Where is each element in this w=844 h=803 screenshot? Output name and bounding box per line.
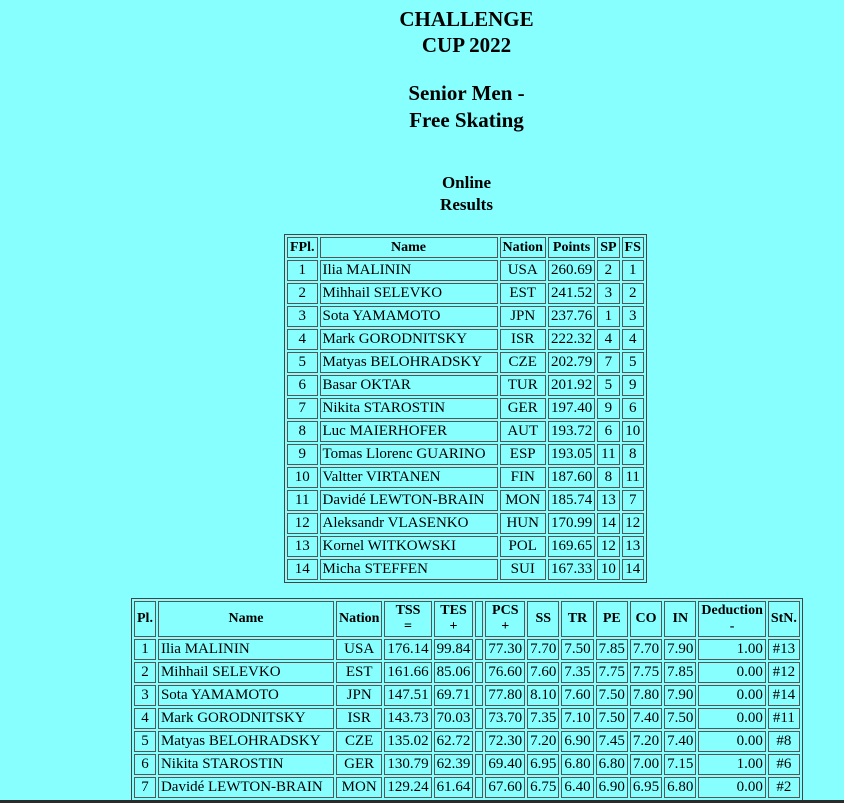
event-title-line2: CUP 2022 <box>421 33 512 57</box>
pe-cell: 7.85 <box>596 639 628 660</box>
table-row <box>134 777 800 798</box>
nation-cell: JPN <box>500 306 546 327</box>
fpl-cell: 7 <box>287 398 318 419</box>
points-cell: 170.99 <box>548 513 595 534</box>
col-header-name: Name <box>320 237 498 258</box>
pcs-cell: 77.30 <box>485 639 525 660</box>
table-row <box>287 490 644 511</box>
skater-name-cell: Nikita STAROSTIN <box>158 754 334 775</box>
tes-operator: + <box>449 619 458 634</box>
fs-cell: 6 <box>622 398 644 419</box>
fpl-cell: 13 <box>287 536 318 557</box>
fpl-cell: 14 <box>287 559 318 580</box>
pe-cell: 6.90 <box>596 777 628 798</box>
place-cell: 4 <box>134 708 156 729</box>
pcs-cell: 73.70 <box>485 708 525 729</box>
tss-cell: 130.79 <box>384 754 431 775</box>
table-row <box>134 685 800 706</box>
skater-name-cell: Sota YAMAMOTO <box>158 685 334 706</box>
sp-cell: 12 <box>597 536 619 557</box>
details-header-row <box>134 601 800 637</box>
pcs-cell: 67.60 <box>485 777 525 798</box>
co-cell: 7.80 <box>630 685 662 706</box>
fpl-cell: 11 <box>287 490 318 511</box>
tss-operator: = <box>404 619 413 634</box>
tss-cell: 176.14 <box>384 639 431 660</box>
tss-cell: 147.51 <box>384 685 431 706</box>
tss-cell: 129.24 <box>384 777 431 798</box>
skater-name-cell: Basar OKTAR <box>320 375 498 396</box>
ss-cell: 6.75 <box>527 777 559 798</box>
table-row <box>287 536 644 557</box>
fpl-cell: 4 <box>287 329 318 350</box>
col-header-tss <box>384 601 431 637</box>
co-cell: 7.75 <box>630 662 662 683</box>
col-header-tr: TR <box>561 601 593 637</box>
fs-cell: 10 <box>622 421 644 442</box>
sp-cell: 1 <box>597 306 619 327</box>
co-cell: 7.20 <box>630 731 662 752</box>
nation-cell: MON <box>336 777 382 798</box>
nation-cell: TUR <box>500 375 546 396</box>
spacer-cell <box>475 708 483 729</box>
deduction-cell: 1.00 <box>698 639 765 660</box>
col-header-pe: PE <box>596 601 628 637</box>
col-header-name: Name <box>158 601 334 637</box>
pe-cell: 7.75 <box>596 662 628 683</box>
tss-cell: 161.66 <box>384 662 431 683</box>
points-cell: 260.69 <box>548 260 595 281</box>
tes-cell: 85.06 <box>434 662 474 683</box>
in-cell: 6.80 <box>664 777 696 798</box>
fpl-cell: 6 <box>287 375 318 396</box>
co-cell: 7.40 <box>630 708 662 729</box>
pcs-cell: 72.30 <box>485 731 525 752</box>
section-title-line2: Results <box>440 195 493 214</box>
col-header-spacer <box>475 601 483 637</box>
sp-cell: 5 <box>597 375 619 396</box>
skater-name-cell: Davidé LEWTON-BRAIN <box>158 777 334 798</box>
event-title-line1: CHALLENGE <box>399 7 534 31</box>
section-title-line1: Online <box>441 173 492 192</box>
table-row <box>134 662 800 683</box>
table-row <box>287 375 644 396</box>
table-row <box>134 639 800 660</box>
deduction-cell: 0.00 <box>698 662 765 683</box>
start-number-cell: #12 <box>768 662 800 683</box>
ss-cell: 6.95 <box>527 754 559 775</box>
fs-cell: 5 <box>622 352 644 373</box>
nation-cell: GER <box>336 754 382 775</box>
table-row <box>287 467 644 488</box>
sp-cell: 6 <box>597 421 619 442</box>
table-row <box>287 352 644 373</box>
points-cell: 197.40 <box>548 398 595 419</box>
ss-cell: 7.60 <box>527 662 559 683</box>
fs-cell: 14 <box>622 559 644 580</box>
nation-cell: AUT <box>500 421 546 442</box>
fs-cell: 13 <box>622 536 644 557</box>
col-header-sp: SP <box>597 237 619 258</box>
pcs-cell: 77.80 <box>485 685 525 706</box>
fpl-cell: 5 <box>287 352 318 373</box>
points-cell: 202.79 <box>548 352 595 373</box>
fs-cell: 1 <box>622 260 644 281</box>
nation-cell: ISR <box>500 329 546 350</box>
nation-cell: ISR <box>336 708 382 729</box>
skater-name-cell: Kornel WITKOWSKI <box>320 536 498 557</box>
table-row <box>287 513 644 534</box>
fs-cell: 7 <box>622 490 644 511</box>
tr-cell: 6.40 <box>561 777 593 798</box>
free-skating-details-table <box>131 598 803 801</box>
nation-cell: EST <box>500 283 546 304</box>
deduction-cell: 0.00 <box>698 777 765 798</box>
col-header-deduction <box>698 601 765 637</box>
co-cell: 7.00 <box>630 754 662 775</box>
fpl-cell: 9 <box>287 444 318 465</box>
fs-cell: 3 <box>622 306 644 327</box>
points-cell: 167.33 <box>548 559 595 580</box>
ss-cell: 8.10 <box>527 685 559 706</box>
place-cell: 2 <box>134 662 156 683</box>
deduction-cell: 0.00 <box>698 685 765 706</box>
skater-name-cell: Matyas BELOHRADSKY <box>320 352 498 373</box>
nation-cell: HUN <box>500 513 546 534</box>
skater-name-cell: Aleksandr VLASENKO <box>320 513 498 534</box>
place-cell: 1 <box>134 639 156 660</box>
tr-cell: 6.90 <box>561 731 593 752</box>
deduction-operator: - <box>729 619 735 634</box>
tss-cell: 135.02 <box>384 731 431 752</box>
tss-cell: 143.73 <box>384 708 431 729</box>
pcs-operator: + <box>501 619 510 634</box>
co-cell: 6.95 <box>630 777 662 798</box>
tss-label: TSS <box>395 603 421 618</box>
col-header-points: Points <box>548 237 595 258</box>
fs-cell: 11 <box>622 467 644 488</box>
skater-name-cell: Nikita STAROSTIN <box>320 398 498 419</box>
spacer-cell <box>475 754 483 775</box>
final-standings-header-row <box>287 237 644 258</box>
pcs-cell: 76.60 <box>485 662 525 683</box>
skater-name-cell: Ilia MALININ <box>158 639 334 660</box>
nation-cell: EST <box>336 662 382 683</box>
place-cell: 7 <box>134 777 156 798</box>
skater-name-cell: Mark GORODNITSKY <box>158 708 334 729</box>
in-cell: 7.90 <box>664 685 696 706</box>
tr-cell: 7.35 <box>561 662 593 683</box>
points-cell: 222.32 <box>548 329 595 350</box>
skater-name-cell: Mark GORODNITSKY <box>320 329 498 350</box>
start-number-cell: #2 <box>768 777 800 798</box>
start-number-cell: #8 <box>768 731 800 752</box>
category-title <box>0 80 844 134</box>
place-cell: 5 <box>134 731 156 752</box>
in-cell: 7.50 <box>664 708 696 729</box>
nation-cell: ESP <box>500 444 546 465</box>
spacer-cell <box>475 731 483 752</box>
pe-cell: 6.80 <box>596 754 628 775</box>
table-row <box>287 444 644 465</box>
table-row <box>134 708 800 729</box>
nation-cell: SUI <box>500 559 546 580</box>
pcs-cell: 69.40 <box>485 754 525 775</box>
tr-cell: 7.60 <box>561 685 593 706</box>
nation-cell: FIN <box>500 467 546 488</box>
points-cell: 193.72 <box>548 421 595 442</box>
deduction-cell: 0.00 <box>698 708 765 729</box>
nation-cell: MON <box>500 490 546 511</box>
section-title <box>0 172 844 216</box>
deduction-cell: 1.00 <box>698 754 765 775</box>
nation-cell: USA <box>500 260 546 281</box>
col-header-fpl: FPl. <box>287 237 318 258</box>
in-cell: 7.85 <box>664 662 696 683</box>
pe-cell: 7.50 <box>596 685 628 706</box>
tes-cell: 62.39 <box>434 754 474 775</box>
table-row <box>287 260 644 281</box>
spacer-cell <box>475 777 483 798</box>
fs-cell: 2 <box>622 283 644 304</box>
tes-cell: 69.71 <box>434 685 474 706</box>
skater-name-cell: Davidé LEWTON-BRAIN <box>320 490 498 511</box>
skater-name-cell: Luc MAIERHOFER <box>320 421 498 442</box>
points-cell: 201.92 <box>548 375 595 396</box>
points-cell: 185.74 <box>548 490 595 511</box>
tes-cell: 61.64 <box>434 777 474 798</box>
skater-name-cell: Mihhail SELEVKO <box>158 662 334 683</box>
tr-cell: 7.50 <box>561 639 593 660</box>
col-header-in: IN <box>664 601 696 637</box>
sp-cell: 8 <box>597 467 619 488</box>
points-cell: 187.60 <box>548 467 595 488</box>
place-cell: 6 <box>134 754 156 775</box>
sp-cell: 2 <box>597 260 619 281</box>
co-cell: 7.70 <box>630 639 662 660</box>
skater-name-cell: Valtter VIRTANEN <box>320 467 498 488</box>
col-header-pl: Pl. <box>134 601 156 637</box>
fs-cell: 12 <box>622 513 644 534</box>
points-cell: 237.76 <box>548 306 595 327</box>
in-cell: 7.15 <box>664 754 696 775</box>
tes-label: TES <box>440 603 467 618</box>
ss-cell: 7.35 <box>527 708 559 729</box>
table-row <box>134 731 800 752</box>
nation-cell: GER <box>500 398 546 419</box>
points-cell: 241.52 <box>548 283 595 304</box>
fpl-cell: 1 <box>287 260 318 281</box>
fpl-cell: 10 <box>287 467 318 488</box>
category-title-line2: Free Skating <box>409 108 524 132</box>
sp-cell: 4 <box>597 329 619 350</box>
col-header-nation: Nation <box>336 601 382 637</box>
skater-name-cell: Micha STEFFEN <box>320 559 498 580</box>
spacer-cell <box>475 685 483 706</box>
deduction-label: Deduction <box>701 603 763 618</box>
nation-cell: POL <box>500 536 546 557</box>
pe-cell: 7.45 <box>596 731 628 752</box>
fpl-cell: 8 <box>287 421 318 442</box>
fs-cell: 8 <box>622 444 644 465</box>
table-row <box>287 329 644 350</box>
fs-cell: 9 <box>622 375 644 396</box>
sp-cell: 9 <box>597 398 619 419</box>
event-title <box>0 6 844 58</box>
skater-name-cell: Tomas Llorenc GUARINO <box>320 444 498 465</box>
sp-cell: 13 <box>597 490 619 511</box>
start-number-cell: #13 <box>768 639 800 660</box>
start-number-cell: #6 <box>768 754 800 775</box>
tr-cell: 7.10 <box>561 708 593 729</box>
deduction-cell: 0.00 <box>698 731 765 752</box>
spacer-cell <box>475 639 483 660</box>
col-header-co: CO <box>630 601 662 637</box>
start-number-cell: #14 <box>768 685 800 706</box>
col-header-pcs <box>485 601 525 637</box>
skater-name-cell: Ilia MALININ <box>320 260 498 281</box>
table-row <box>287 283 644 304</box>
in-cell: 7.90 <box>664 639 696 660</box>
fpl-cell: 12 <box>287 513 318 534</box>
tes-cell: 99.84 <box>434 639 474 660</box>
nation-cell: CZE <box>500 352 546 373</box>
sp-cell: 10 <box>597 559 619 580</box>
pe-cell: 7.50 <box>596 708 628 729</box>
col-header-stn: StN. <box>768 601 800 637</box>
table-row <box>287 559 644 580</box>
nation-cell: USA <box>336 639 382 660</box>
skater-name-cell: Sota YAMAMOTO <box>320 306 498 327</box>
points-cell: 169.65 <box>548 536 595 557</box>
in-cell: 7.40 <box>664 731 696 752</box>
sp-cell: 14 <box>597 513 619 534</box>
fpl-cell: 3 <box>287 306 318 327</box>
final-standings-table <box>284 234 647 583</box>
sp-cell: 7 <box>597 352 619 373</box>
table-row <box>134 754 800 775</box>
col-header-fs: FS <box>622 237 644 258</box>
sp-cell: 3 <box>597 283 619 304</box>
nation-cell: CZE <box>336 731 382 752</box>
table-row <box>287 306 644 327</box>
points-cell: 193.05 <box>548 444 595 465</box>
nation-cell: JPN <box>336 685 382 706</box>
table-row <box>287 421 644 442</box>
ss-cell: 7.20 <box>527 731 559 752</box>
fs-cell: 4 <box>622 329 644 350</box>
skater-name-cell: Mihhail SELEVKO <box>320 283 498 304</box>
table-row <box>287 398 644 419</box>
fpl-cell: 2 <box>287 283 318 304</box>
tr-cell: 6.80 <box>561 754 593 775</box>
tes-cell: 70.03 <box>434 708 474 729</box>
col-header-nation: Nation <box>500 237 546 258</box>
ss-cell: 7.70 <box>527 639 559 660</box>
place-cell: 3 <box>134 685 156 706</box>
col-header-ss: SS <box>527 601 559 637</box>
col-header-tes <box>434 601 474 637</box>
start-number-cell: #11 <box>768 708 800 729</box>
sp-cell: 11 <box>597 444 619 465</box>
spacer-cell <box>475 662 483 683</box>
pcs-label: PCS <box>492 603 519 618</box>
category-title-line1: Senior Men - <box>408 81 525 105</box>
tes-cell: 62.72 <box>434 731 474 752</box>
skater-name-cell: Matyas BELOHRADSKY <box>158 731 334 752</box>
